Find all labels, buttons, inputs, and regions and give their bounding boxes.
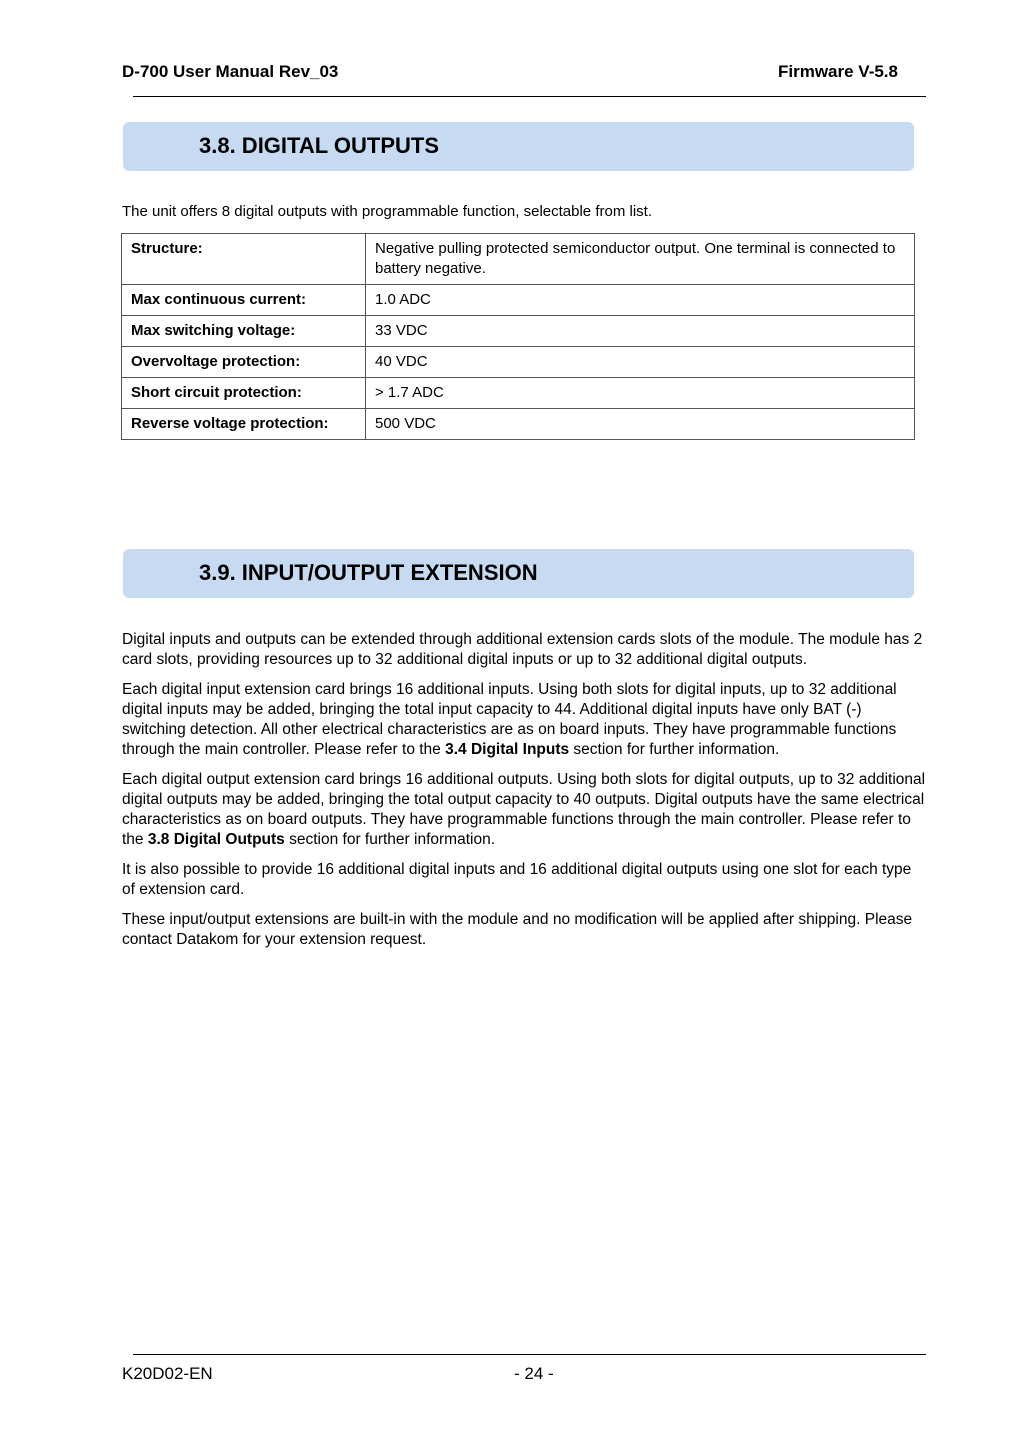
section-title: 3.8. DIGITAL OUTPUTS <box>199 133 439 158</box>
paragraph <box>122 770 928 850</box>
section-banner-digital-outputs <box>123 122 914 171</box>
reference-digital-outputs: 3.8 Digital Outputs <box>147 831 285 848</box>
spec-table <box>121 233 915 440</box>
page-header <box>122 62 898 86</box>
intro-text: The unit offers 8 digital outputs with programmable function, selectable from list. <box>122 203 652 220</box>
paragraph: Digital inputs and outputs can be extended through additional extension cards slots of the module. The module has 2 card slots, providing resources up to 32 additional digital inputs or up to 32 additional digital outputs. <box>122 631 923 668</box>
table-row <box>122 378 915 409</box>
paragraph-text: section for further information. <box>569 741 780 758</box>
spec-label: Reverse voltage protection: <box>122 409 366 440</box>
section-title: 3.9. INPUT/OUTPUT EXTENSION <box>199 560 538 585</box>
section-banner-io-extension <box>123 549 914 598</box>
manual-title: D-700 User Manual Rev_03 <box>122 62 339 81</box>
spec-label: Max switching voltage: <box>122 316 366 347</box>
paragraph <box>122 680 928 760</box>
spec-label: Structure: <box>122 234 366 285</box>
spec-value: 33 VDC <box>366 316 915 347</box>
table-row <box>122 347 915 378</box>
spec-value: 40 VDC <box>366 347 915 378</box>
page-number: - 24 - <box>514 1364 554 1383</box>
paragraph: It is also possible to provide 16 additional digital inputs and 16 additional digital outputs using one slot for each type of extension card. <box>122 861 912 898</box>
paragraph-text: Each digital output extension card brings 16 additional outputs. Using both slots for digital outputs, up to 32 additional digital outputs may be added, bringing the total output capacity to 40 outputs. Digital outputs have the same electrical characteristics as on board outputs. They have programmable functions through the main controller. Please refer to the <box>122 771 926 848</box>
header-rule <box>133 96 926 97</box>
paragraph: These input/output extensions are built-in with the module and no modification will be applied after shipping. Please contact Datakom for your extension request. <box>122 911 913 948</box>
table-row <box>122 409 915 440</box>
spec-value: Negative pulling protected semiconductor output. One terminal is connected to battery negative. <box>366 234 915 285</box>
reference-digital-inputs: 3.4 Digital Inputs <box>445 741 570 758</box>
spec-value: 1.0 ADC <box>366 285 915 316</box>
spec-label: Max continuous current: <box>122 285 366 316</box>
document-code: K20D02-EN <box>122 1364 213 1383</box>
table-row <box>122 285 915 316</box>
table-row <box>122 234 915 285</box>
spec-value: 500 VDC <box>366 409 915 440</box>
table-row <box>122 316 915 347</box>
spec-label: Short circuit protection: <box>122 378 366 409</box>
spec-value: > 1.7 ADC <box>366 378 915 409</box>
spec-label: Overvoltage protection: <box>122 347 366 378</box>
paragraph-text: Each digital input extension card brings 16 additional inputs. Using both slots for digital inputs, up to 32 additional digital inputs may be added, bringing the total input capacity to 44. Additional digital inputs have only BAT (-) switching detection. All other electrical characteristics are as on board inputs. They have programmable functions through the main controller. Please refer to the <box>122 681 897 758</box>
footer-rule <box>133 1354 926 1355</box>
io-extension-body <box>122 630 928 960</box>
firmware-version: Firmware V-5.8 <box>777 62 898 81</box>
paragraph-text: section for further information. <box>284 831 496 848</box>
